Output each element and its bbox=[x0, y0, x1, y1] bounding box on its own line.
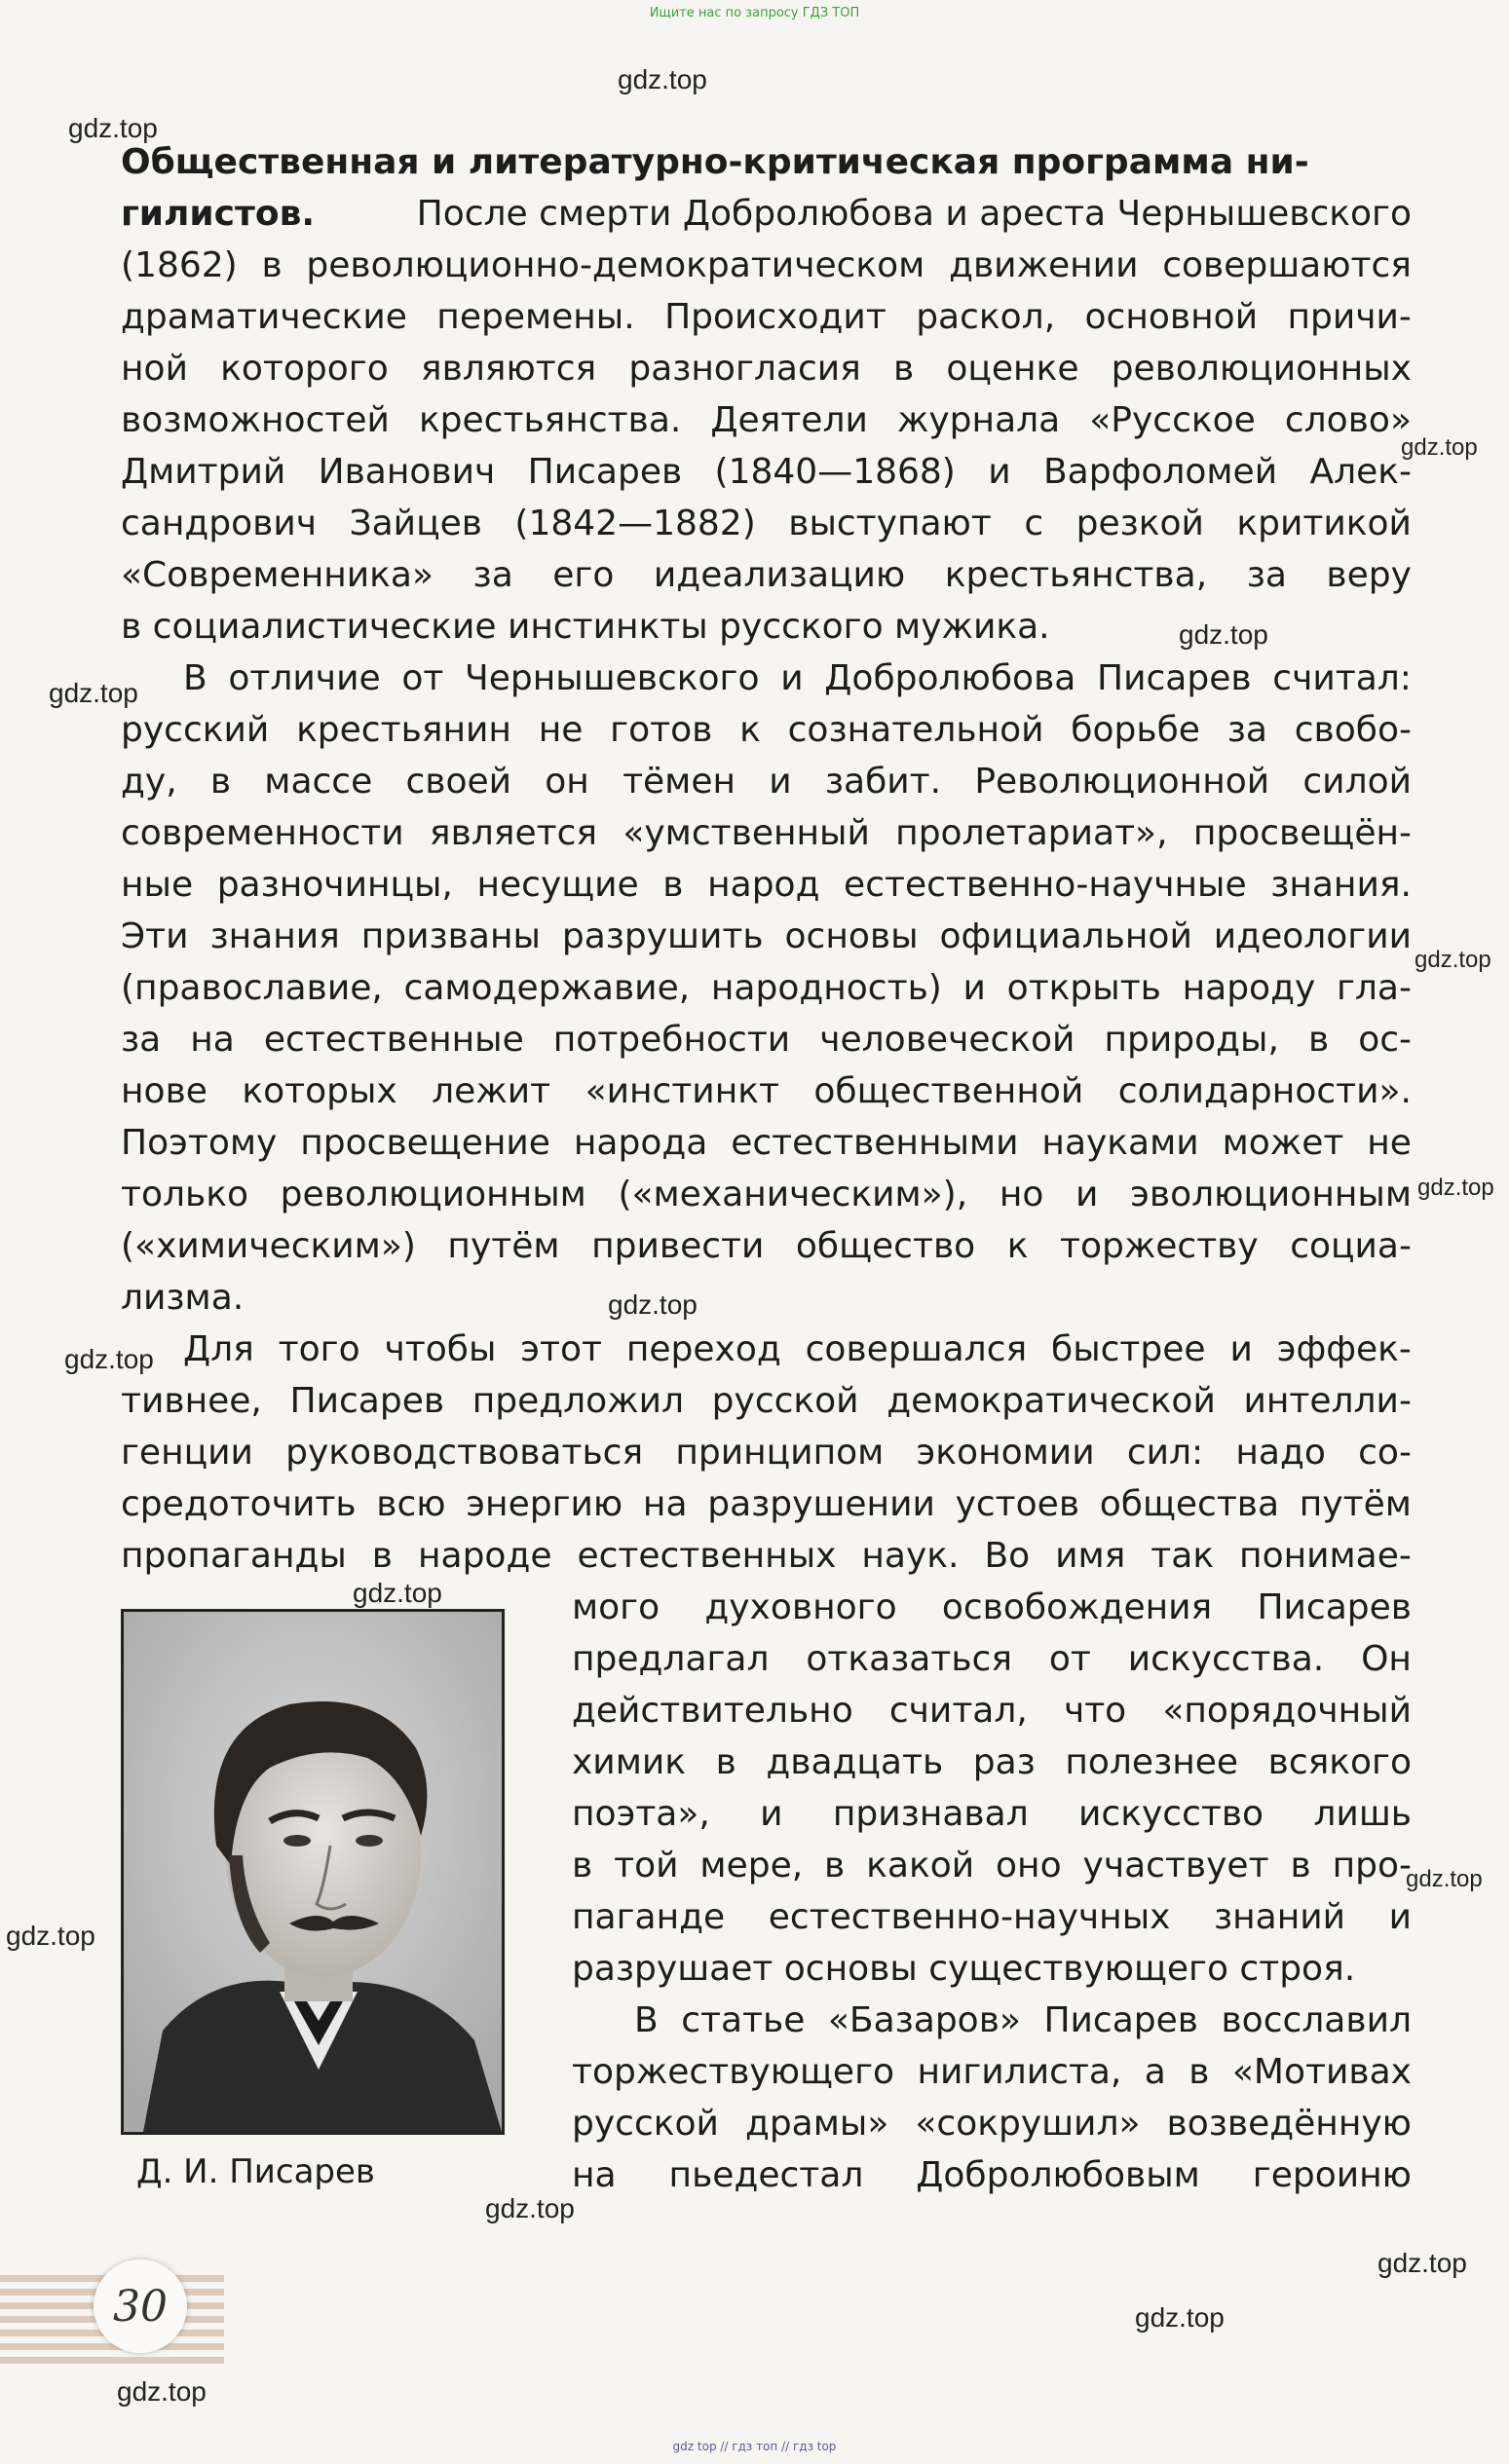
word: естественных bbox=[577, 1536, 837, 1576]
word: общественной bbox=[813, 1071, 1084, 1111]
word: в bbox=[572, 1846, 593, 1885]
word: выступают bbox=[788, 504, 992, 543]
word: сандрович bbox=[121, 504, 318, 543]
text-line bbox=[572, 1788, 1412, 1840]
word: естественно-научных bbox=[768, 1897, 1171, 1937]
word: которых bbox=[242, 1071, 397, 1111]
word: и bbox=[1388, 1897, 1412, 1937]
word: пьедестал bbox=[668, 2155, 864, 2195]
word: а bbox=[1144, 2052, 1166, 2092]
word: открыть bbox=[1006, 968, 1161, 1008]
page-number: 30 bbox=[94, 2259, 187, 2353]
word: нигилиста, bbox=[917, 2052, 1122, 2092]
watermark: gdz.top bbox=[1179, 619, 1268, 650]
word: русской bbox=[711, 1381, 859, 1421]
text-line bbox=[572, 1633, 1412, 1685]
word: журнала bbox=[896, 400, 1061, 440]
word: с bbox=[1024, 504, 1044, 543]
word: крестьянин bbox=[296, 710, 511, 750]
word: принципом bbox=[675, 1433, 885, 1473]
word: интелли- bbox=[1243, 1381, 1412, 1421]
word: (православие, bbox=[121, 968, 383, 1008]
word: которого bbox=[220, 349, 389, 389]
watermark: gdz.top bbox=[618, 64, 707, 94]
word: возведённую bbox=[1166, 2104, 1412, 2144]
word: идеализацию bbox=[653, 555, 906, 595]
watermark: gdz.top bbox=[64, 1344, 154, 1374]
word: тёмен bbox=[622, 762, 736, 802]
word: химик bbox=[572, 1742, 686, 1782]
word: Иванович bbox=[318, 452, 496, 492]
word: Зайцев bbox=[349, 504, 482, 543]
word: народность) bbox=[710, 968, 942, 1008]
word: революционных bbox=[1111, 349, 1412, 389]
text-line bbox=[121, 446, 1412, 498]
word: призваны bbox=[360, 916, 541, 956]
word: знания. bbox=[1270, 865, 1412, 905]
word: забит. bbox=[824, 762, 942, 802]
word: на bbox=[572, 2155, 617, 2195]
word: Добролюбова bbox=[824, 658, 1076, 698]
word: народ bbox=[707, 865, 820, 905]
text-line bbox=[121, 498, 1412, 549]
watermark: gdz.top bbox=[1417, 1175, 1494, 1201]
word: Чернышевского bbox=[465, 658, 760, 698]
watermark: gdz.top bbox=[68, 113, 158, 143]
word: разрушить bbox=[561, 916, 764, 956]
word: так bbox=[1151, 1536, 1215, 1576]
portrait-image bbox=[121, 1609, 505, 2135]
word: не bbox=[538, 710, 584, 750]
word: и bbox=[1229, 1329, 1253, 1369]
text-line bbox=[572, 1995, 1412, 2046]
text-line: в социалистические инстинкты русского мужика. bbox=[121, 607, 1050, 647]
portrait-caption: Д. И. Писарев bbox=[136, 2152, 375, 2191]
word: торжествующего bbox=[572, 2052, 895, 2092]
word: являются bbox=[420, 349, 597, 389]
word: («химическим») bbox=[121, 1226, 416, 1266]
word: несущие bbox=[476, 865, 639, 905]
word: отказаться bbox=[806, 1639, 1012, 1679]
word: считал, bbox=[888, 1691, 1028, 1731]
word: в bbox=[892, 349, 915, 389]
word: героиню bbox=[1252, 2155, 1412, 2195]
word: Происходит bbox=[664, 297, 887, 337]
word: Деятели bbox=[710, 400, 868, 440]
word: искусство bbox=[1078, 1794, 1264, 1834]
word: признавал bbox=[832, 1794, 1029, 1834]
word: на bbox=[642, 1484, 688, 1524]
word: народу bbox=[1182, 968, 1316, 1008]
word: основной bbox=[1084, 297, 1259, 337]
text-line bbox=[121, 962, 1412, 1014]
text-line bbox=[121, 549, 1412, 601]
word: статье bbox=[681, 2000, 806, 2040]
word: экономии bbox=[916, 1433, 1095, 1473]
text-line bbox=[121, 1530, 1412, 1582]
word: Писарев bbox=[527, 452, 683, 492]
word: быстрее bbox=[1051, 1329, 1206, 1369]
word: гла- bbox=[1336, 968, 1412, 1008]
word: разногласия bbox=[628, 349, 861, 389]
word: «порядочный bbox=[1162, 1691, 1412, 1731]
word: за bbox=[1226, 710, 1267, 750]
text-line bbox=[121, 1324, 1412, 1375]
word: эффек- bbox=[1276, 1329, 1412, 1369]
word: генции bbox=[121, 1433, 253, 1473]
word: его bbox=[552, 555, 615, 595]
word: сил: bbox=[1126, 1433, 1204, 1473]
word: за bbox=[1246, 555, 1287, 595]
word: оценке bbox=[946, 349, 1079, 389]
text-line bbox=[121, 859, 1412, 911]
word: Поэтому bbox=[121, 1123, 278, 1163]
word: со- bbox=[1358, 1433, 1412, 1473]
word: руководствоваться bbox=[285, 1433, 644, 1473]
word: он bbox=[545, 762, 589, 802]
word: естественными bbox=[731, 1123, 1019, 1163]
watermark: gdz.top bbox=[608, 1289, 698, 1320]
word: двадцать bbox=[766, 1742, 944, 1782]
word: в bbox=[261, 245, 283, 285]
word: и bbox=[988, 452, 1011, 492]
word: к bbox=[1006, 1226, 1029, 1266]
word: естественно-научные bbox=[844, 865, 1247, 905]
text-line bbox=[572, 1582, 1412, 1633]
word: «сокрушил» bbox=[915, 2104, 1141, 2144]
word: (1842—1882) bbox=[514, 504, 756, 543]
watermark: gdz.top bbox=[485, 2193, 575, 2223]
watermark: gdz.top bbox=[353, 1578, 442, 1608]
word: пропаганды bbox=[121, 1536, 347, 1576]
word: «Современника» bbox=[121, 555, 434, 595]
word: современности bbox=[121, 813, 404, 853]
word: мого bbox=[572, 1587, 660, 1627]
word: разночинцы, bbox=[216, 865, 453, 905]
word: просвещение bbox=[300, 1123, 550, 1163]
word: какой bbox=[866, 1846, 975, 1885]
word: народе bbox=[417, 1536, 552, 1576]
word: Для bbox=[183, 1329, 254, 1369]
word: знания bbox=[209, 916, 340, 956]
text-line bbox=[121, 1478, 1412, 1530]
watermark: gdz.top bbox=[1401, 434, 1478, 461]
word: совершался bbox=[805, 1329, 1028, 1369]
word: предлагал bbox=[572, 1639, 770, 1679]
word: ной bbox=[121, 349, 188, 389]
word: природы, bbox=[1104, 1020, 1279, 1060]
word: паганде bbox=[572, 1897, 726, 1937]
text-line bbox=[572, 2046, 1412, 2098]
word: официальной bbox=[939, 916, 1192, 956]
text-line bbox=[121, 911, 1412, 962]
text-line: лизма. bbox=[121, 1278, 245, 1318]
word: совершаются bbox=[1162, 245, 1412, 285]
section-heading: Общественная и литературно-критическая программа ни- bbox=[121, 142, 1309, 182]
portrait-drawing bbox=[124, 1612, 502, 2132]
word: переход bbox=[625, 1329, 781, 1369]
word: поэта», bbox=[572, 1794, 710, 1834]
word: революционно-демократическом bbox=[306, 245, 925, 285]
text-line bbox=[121, 1169, 1412, 1220]
text-line bbox=[121, 1220, 1412, 1272]
word: В bbox=[634, 2000, 659, 2040]
word: от bbox=[401, 658, 444, 698]
word: драмы» bbox=[744, 2104, 889, 2144]
word: «Базаров» bbox=[827, 2000, 1021, 2040]
text-line bbox=[121, 704, 1412, 756]
word: (1840—1868) bbox=[714, 452, 956, 492]
word: В bbox=[183, 658, 207, 698]
word: социа- bbox=[1290, 1226, 1412, 1266]
word: за bbox=[121, 1020, 162, 1060]
word: предложил bbox=[472, 1381, 685, 1421]
word: Писарев bbox=[1257, 1587, 1412, 1627]
word: всю bbox=[376, 1484, 446, 1524]
word: нове bbox=[121, 1071, 207, 1111]
word: веру bbox=[1326, 555, 1412, 595]
main-text bbox=[121, 136, 1412, 1582]
word: науками bbox=[1041, 1123, 1199, 1163]
word: что bbox=[1063, 1691, 1127, 1731]
word: крестьянства. bbox=[418, 400, 682, 440]
word: от bbox=[1048, 1639, 1091, 1679]
word: имя bbox=[1055, 1536, 1126, 1576]
text-line bbox=[121, 807, 1412, 859]
word: может bbox=[1222, 1123, 1344, 1163]
word: разрушении bbox=[707, 1484, 935, 1524]
word: не bbox=[1367, 1123, 1412, 1163]
top-banner: Ищите нас по запросу ГДЗ ТОП bbox=[649, 6, 860, 20]
word: солидарности». bbox=[1117, 1071, 1412, 1111]
word: ду, bbox=[121, 762, 177, 802]
word: Добролюбовым bbox=[916, 2155, 1200, 2195]
word: крестьянства, bbox=[944, 555, 1208, 595]
word: знаний bbox=[1213, 1897, 1346, 1937]
text-line: разрушает основы существующего строя. bbox=[572, 1949, 1356, 1989]
word: ос- bbox=[1358, 1020, 1412, 1060]
word: «Русское bbox=[1089, 400, 1256, 440]
word: Он bbox=[1361, 1639, 1412, 1679]
watermark: gdz.top bbox=[49, 678, 138, 708]
word: путём bbox=[447, 1226, 560, 1266]
word: освобождения bbox=[941, 1587, 1213, 1627]
word: того bbox=[278, 1329, 360, 1369]
text-line bbox=[121, 240, 1412, 291]
word: эволюционным bbox=[1130, 1175, 1412, 1214]
word: слово» bbox=[1284, 400, 1412, 440]
text-line bbox=[121, 343, 1412, 394]
word: Алек- bbox=[1309, 452, 1412, 492]
word: критикой bbox=[1236, 504, 1412, 543]
word: привести bbox=[591, 1226, 765, 1266]
word: отличие bbox=[228, 658, 381, 698]
word: борьбе bbox=[1071, 710, 1200, 750]
word: в bbox=[824, 1846, 846, 1885]
word: путём bbox=[1299, 1484, 1412, 1524]
section-heading-end: гилистов. bbox=[121, 194, 316, 234]
word: духовного bbox=[704, 1587, 897, 1627]
word: и bbox=[962, 968, 986, 1008]
word: пролетариат», bbox=[895, 813, 1168, 853]
word: восславил bbox=[1221, 2000, 1412, 2040]
word: (1862) bbox=[121, 245, 238, 285]
word: Дмитрий bbox=[121, 452, 286, 492]
word: лишь bbox=[1313, 1794, 1412, 1834]
word: демократической bbox=[887, 1381, 1216, 1421]
text-line bbox=[572, 1736, 1412, 1788]
word: раскол, bbox=[916, 297, 1056, 337]
watermark: gdz.top bbox=[1377, 2248, 1467, 2278]
word: в bbox=[209, 762, 232, 802]
text-line bbox=[121, 653, 1412, 704]
word: общество bbox=[795, 1226, 976, 1266]
word: действительно bbox=[572, 1691, 853, 1731]
word: и bbox=[1075, 1175, 1099, 1214]
word: за bbox=[472, 555, 513, 595]
text-line bbox=[572, 2149, 1412, 2201]
word: торжеству bbox=[1059, 1226, 1259, 1266]
text-line bbox=[121, 1014, 1412, 1065]
word: просвещён- bbox=[1192, 813, 1412, 853]
word: Во bbox=[984, 1536, 1031, 1576]
word: в bbox=[1188, 2052, 1210, 2092]
word: Писарев bbox=[289, 1381, 445, 1421]
word: и bbox=[780, 658, 804, 698]
text-line bbox=[121, 1117, 1412, 1169]
text-line bbox=[572, 2098, 1412, 2149]
watermark: gdz.top bbox=[1135, 2302, 1225, 2333]
text-line bbox=[572, 1891, 1412, 1943]
word: потребности bbox=[552, 1020, 791, 1060]
word: «Мотивах bbox=[1231, 2052, 1412, 2092]
word: движении bbox=[949, 245, 1139, 285]
word: энергию bbox=[466, 1484, 623, 1524]
word: «умственный bbox=[622, 813, 870, 853]
word: к bbox=[739, 710, 761, 750]
word: перемены. bbox=[436, 297, 635, 337]
word: тивнее, bbox=[121, 1381, 262, 1421]
word: мере, bbox=[699, 1846, 804, 1885]
watermark: gdz.top bbox=[6, 1921, 95, 1951]
word: всякого bbox=[1267, 1742, 1412, 1782]
text-line bbox=[121, 1065, 1412, 1117]
word: в bbox=[1307, 1020, 1330, 1060]
word: ные bbox=[121, 865, 194, 905]
word: про- bbox=[1332, 1846, 1412, 1885]
text-line bbox=[121, 291, 1412, 343]
word: («механическим»), bbox=[618, 1175, 968, 1214]
word: лежит bbox=[432, 1071, 551, 1111]
text-line bbox=[121, 756, 1412, 807]
word: Писарев bbox=[1043, 2000, 1198, 2040]
word: силой bbox=[1302, 762, 1412, 802]
word: чтобы bbox=[384, 1329, 497, 1369]
watermark: gdz.top bbox=[117, 2376, 207, 2407]
word: Варфоломей bbox=[1042, 452, 1278, 492]
word: резкой bbox=[1075, 504, 1204, 543]
text-line bbox=[121, 1375, 1412, 1427]
word: возможностей bbox=[121, 400, 390, 440]
heading-line bbox=[121, 136, 1412, 188]
text-line bbox=[121, 394, 1412, 446]
word: в bbox=[371, 1536, 394, 1576]
word: сознательной bbox=[787, 710, 1044, 750]
word: идеологии bbox=[1213, 916, 1412, 956]
word: полезнее bbox=[1065, 1742, 1239, 1782]
word: своей bbox=[405, 762, 512, 802]
word: той bbox=[614, 1846, 679, 1885]
word: понимае- bbox=[1239, 1536, 1412, 1576]
bottom-banner: gdz top // гдз топ // гдз top bbox=[672, 2440, 837, 2453]
watermark: gdz.top bbox=[1406, 1866, 1483, 1892]
word: самодержавие, bbox=[403, 968, 691, 1008]
word: этот bbox=[520, 1329, 602, 1369]
word: общества bbox=[1099, 1484, 1280, 1524]
word: естественные bbox=[263, 1020, 524, 1060]
word: в bbox=[1290, 1846, 1311, 1885]
text-line bbox=[572, 1685, 1412, 1736]
word: средоточить bbox=[121, 1484, 357, 1524]
word: наук. bbox=[861, 1536, 960, 1576]
word: искусства. bbox=[1127, 1639, 1325, 1679]
word: готов bbox=[610, 710, 713, 750]
word: Писарев bbox=[1097, 658, 1252, 698]
word: считал: bbox=[1272, 658, 1412, 698]
text-fragment: После смерти Добролюбова и ареста Чернышевского bbox=[416, 194, 1412, 234]
text-line bbox=[121, 1427, 1412, 1478]
word: на bbox=[190, 1020, 235, 1060]
narrow-text-column bbox=[572, 1582, 1412, 2201]
word: драматические bbox=[121, 297, 407, 337]
word: и bbox=[760, 1794, 783, 1834]
text-line bbox=[572, 1840, 1412, 1891]
word: только bbox=[121, 1175, 248, 1214]
word: Революционной bbox=[974, 762, 1270, 802]
text-line bbox=[121, 188, 1412, 240]
word: массе bbox=[264, 762, 373, 802]
word: но bbox=[999, 1175, 1044, 1214]
word: является bbox=[429, 813, 598, 853]
word: «инстинкт bbox=[585, 1071, 779, 1111]
word: свобо- bbox=[1294, 710, 1412, 750]
word: основы bbox=[784, 916, 919, 956]
word: надо bbox=[1235, 1433, 1326, 1473]
word: оно bbox=[996, 1846, 1062, 1885]
word: устоев bbox=[955, 1484, 1080, 1524]
word: человеческой bbox=[819, 1020, 1075, 1060]
word: в bbox=[715, 1742, 736, 1782]
word: Эти bbox=[121, 916, 189, 956]
word: участвует bbox=[1082, 1846, 1269, 1885]
word: причи- bbox=[1287, 297, 1412, 337]
word: в bbox=[662, 865, 684, 905]
watermark: gdz.top bbox=[1415, 947, 1491, 973]
word: русский bbox=[121, 710, 270, 750]
word: революционным bbox=[280, 1175, 586, 1214]
word: народа bbox=[573, 1123, 708, 1163]
word: раз bbox=[972, 1742, 1036, 1782]
word: и bbox=[769, 762, 792, 802]
word: русской bbox=[572, 2104, 719, 2144]
